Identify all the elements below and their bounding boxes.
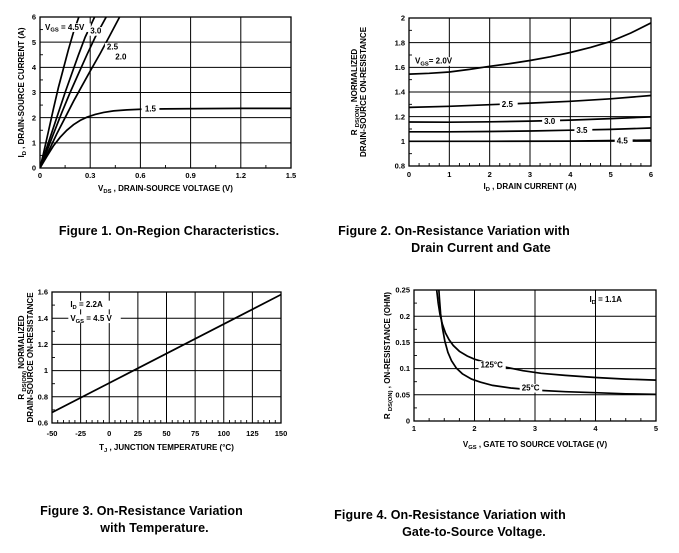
svg-text:2: 2 — [400, 13, 405, 23]
svg-text:DRAIN-SOURCE ON-RESISTANCE: DRAIN-SOURCE ON-RESISTANCE — [359, 26, 368, 158]
figure-3-chart — [0, 272, 339, 474]
svg-text:100: 100 — [217, 429, 231, 438]
svg-text:-50: -50 — [46, 429, 58, 438]
svg-text:1: 1 — [447, 170, 452, 179]
svg-text:1.5: 1.5 — [144, 104, 157, 114]
svg-text:4.5: 4.5 — [616, 136, 628, 146]
svg-text:0.2: 0.2 — [399, 311, 410, 321]
svg-text:6: 6 — [31, 12, 36, 22]
svg-text:3: 3 — [532, 424, 538, 433]
svg-text:1.5: 1.5 — [285, 171, 297, 180]
svg-text:150: 150 — [274, 429, 288, 438]
figure-2-panel — [340, 0, 679, 219]
svg-text:1.2: 1.2 — [235, 171, 247, 180]
svg-text:0.8: 0.8 — [394, 161, 405, 171]
svg-text:3: 3 — [31, 88, 36, 98]
svg-text:2.5: 2.5 — [501, 100, 513, 110]
svg-text:1.4: 1.4 — [37, 313, 48, 323]
svg-text:50: 50 — [162, 429, 171, 438]
svg-text:0: 0 — [406, 170, 412, 179]
svg-text:3.0: 3.0 — [544, 116, 556, 126]
svg-text:0.9: 0.9 — [185, 171, 196, 180]
figure-2-caption-line-1: Figure 2. On-Resistance Variation with — [338, 224, 570, 238]
svg-text:2.0: 2.0 — [115, 52, 127, 62]
svg-text:ID = 1.1A: $I_D = 1.1A$ — [589, 295, 622, 307]
figure-3-caption — [9, 503, 274, 537]
figure-1-caption — [19, 223, 319, 240]
figure-1-panel — [0, 0, 339, 219]
figure-1-caption-line-1: Figure 1. On-Region Characteristics. — [58, 224, 280, 238]
svg-text:0.6: 0.6 — [37, 418, 48, 428]
svg-text:0: 0 — [107, 429, 112, 438]
figure-3-caption-line-1: Figure 3. On-Resistance Variation — [40, 504, 243, 518]
svg-text:0: 0 — [31, 163, 36, 173]
svg-text:0.15: 0.15 — [395, 338, 410, 347]
svg-text:TJ , JUNCTION TEMPERATURE (°C): $T_J$ , JUNCTION TEMPERATURE (°C) — [99, 443, 234, 454]
svg-text:1: 1 — [31, 138, 36, 148]
figure-2-caption-line-2: Drain Current and Gate — [411, 241, 551, 255]
figure-3-caption-line-2: with Temperature. — [100, 521, 209, 535]
svg-text:3: 3 — [527, 170, 533, 179]
svg-text:VGS , GATE TO SOURCE VOLTAGE (: $V_{GS}$ , GATE TO SOURCE VOLTAGE (V) — [462, 440, 608, 451]
svg-text:1.6: 1.6 — [394, 62, 405, 72]
svg-text:R DS(ON) , ON-RESISTANCE (OHM): R $_{DS(ON)}$ , ON-RESISTANCE (OHM) — [383, 291, 394, 420]
figure-4-caption — [330, 507, 570, 541]
svg-text:2: 2 — [472, 424, 477, 433]
svg-text:25: 25 — [133, 429, 143, 438]
svg-text:-25: -25 — [75, 429, 87, 438]
svg-text:0.3: 0.3 — [84, 171, 96, 180]
svg-text:VDS , DRAIN-SOURCE VOLTAGE (V): $V_{DS}$ , DRAIN-SOURCE VOLTAGE (V) — [98, 184, 233, 195]
svg-text:4: 4 — [568, 170, 573, 179]
svg-text:3.0: 3.0 — [90, 26, 102, 36]
svg-text:R DS(ON), NORMALIZED: R $_{DS(ON)}$, NORMALIZED — [350, 48, 361, 136]
svg-text:1: 1 — [400, 136, 405, 146]
svg-text:VGS= 2.0V: $V_{GS}= 2.0V$ — [415, 56, 453, 68]
svg-text:0.1: 0.1 — [399, 364, 410, 374]
svg-text:0: 0 — [405, 416, 410, 426]
svg-text:0.8: 0.8 — [37, 392, 48, 402]
svg-text:5: 5 — [608, 170, 613, 179]
svg-text:VGS = 4.5 V: $V_{GS} = 4.5$ V — [70, 314, 112, 325]
svg-text:1: 1 — [411, 424, 417, 433]
svg-text:ID , DRAIN CURRENT (A): $I_D$ , DRAIN CURRENT (A) — [483, 182, 577, 193]
svg-text:3.5: 3.5 — [576, 126, 588, 136]
svg-text:6: 6 — [648, 170, 654, 179]
svg-text:2.5: 2.5 — [106, 42, 119, 52]
figure-4-panel — [340, 272, 679, 479]
figure-4-caption-line-1: Figure 4. On-Resistance Variation with — [334, 508, 566, 522]
svg-text:2: 2 — [31, 113, 36, 123]
svg-text:1: 1 — [43, 366, 48, 376]
svg-text:ID , DRAIN-SOURCE CURRENT (A): $I_D$ , DRAIN-SOURCE CURRENT (A) — [17, 27, 28, 158]
svg-text:DRAIN-SOURCE ON-RESISTANCE: DRAIN-SOURCE ON-RESISTANCE — [26, 292, 35, 423]
svg-text:1.2: 1.2 — [394, 112, 405, 122]
figure-2-chart — [340, 0, 679, 214]
svg-text:75: 75 — [190, 429, 200, 438]
svg-text:2: 2 — [487, 170, 492, 179]
svg-text:0.05: 0.05 — [395, 390, 410, 400]
svg-text:1.2: 1.2 — [37, 340, 48, 349]
svg-text:1.8: 1.8 — [394, 38, 405, 48]
svg-text:5: 5 — [653, 424, 659, 433]
svg-text:1.4: 1.4 — [394, 87, 405, 97]
svg-text:25°C: 25°C — [521, 383, 540, 393]
svg-text:0.25: 0.25 — [395, 285, 410, 295]
svg-text:4: 4 — [31, 62, 36, 72]
figure-3-panel — [0, 272, 339, 479]
svg-text:0.6: 0.6 — [135, 171, 146, 180]
figure-4-caption-line-2: Gate-to-Source Voltage. — [402, 525, 546, 539]
figure-1-chart — [0, 0, 339, 214]
svg-text:R DS(ON) NORMALIZED: R $_{DS(ON)}$ NORMALIZED — [17, 315, 28, 400]
svg-text:5: 5 — [31, 37, 36, 47]
svg-text:125: 125 — [246, 429, 259, 438]
figure-4-chart — [340, 272, 679, 474]
svg-text:1.6: 1.6 — [37, 287, 48, 297]
figure-2-caption — [334, 223, 574, 257]
svg-text:ID = 2.2A: $I_D = 2.2A$ — [70, 300, 103, 312]
svg-text:125°C: 125°C — [480, 360, 503, 370]
svg-text:4: 4 — [593, 424, 598, 433]
svg-text:0: 0 — [37, 171, 43, 180]
svg-text:VGS = 4.5V: $V_{GS} = 4.5V$ — [45, 22, 85, 34]
